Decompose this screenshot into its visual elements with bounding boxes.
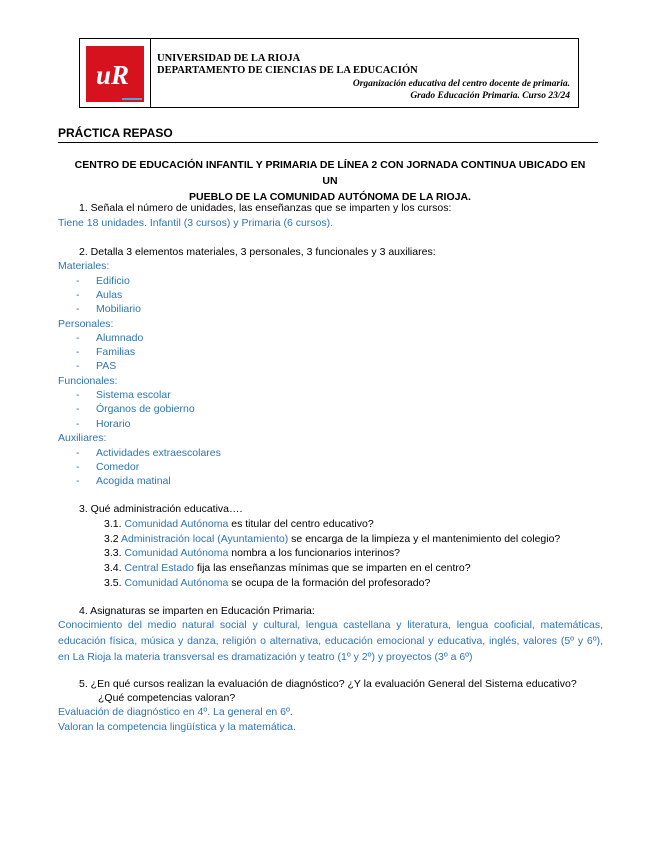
- list-item: - Aulas: [76, 289, 123, 301]
- header-box: [79, 38, 579, 108]
- list-item: - Órganos de gobierno: [76, 403, 195, 415]
- q2-question: 2. Detalla 3 elementos materiales, 3 personales, 3 funcionales y 3 auxiliares:: [79, 246, 436, 258]
- centro-heading: [70, 157, 590, 205]
- centro-line-2: PUEBLO DE LA COMUNIDAD AUTÓNOMA DE LA RIOJA.: [189, 191, 471, 203]
- q5-question-line-1: 5. ¿En qué cursos realizan la evaluación de diagnóstico? ¿Y la evaluación General del Sistema educativo?: [79, 678, 577, 690]
- list-item: - Mobiliario: [76, 303, 141, 315]
- page-title: PRÁCTICA REPASO: [58, 126, 173, 140]
- q5-question-line-2: ¿Qué competencias valoran?: [98, 692, 236, 704]
- logo-mark: uR: [96, 60, 130, 90]
- header-divider: [150, 39, 151, 107]
- q4-answer: Conocimiento del medio natural social y cultural, lengua castellana y literatura, lengua cooficial, matemáticas, educación física, música y danza, religión o alternativa, educación emocional y educativa, inglés, valores (5º y 6º), en La Rioja la materia transversal es dramatización y teatro (1º y 2º) y proyectos (3º a 6º): [58, 619, 603, 663]
- centro-line-1: CENTRO DE EDUCACIÓN INFANTIL Y PRIMARIA DE LÍNEA 2 CON JORNADA CONTINUA UBICADO EN UN: [74, 159, 586, 187]
- department-name: DEPARTAMENTO DE CIENCIAS DE LA EDUCACIÓN: [157, 65, 418, 76]
- list-item: - Sistema escolar: [76, 389, 171, 401]
- q3-row: 3.1. Comunidad Autónoma es titular del centro educativo?: [104, 518, 374, 530]
- university-logo: [86, 46, 144, 102]
- q5-answer-2: Valoran la competencia lingüística y la matemática.: [58, 721, 296, 733]
- course-name: Grado Educación Primaria. Curso 23/24: [410, 91, 570, 101]
- list-item: - Comedor: [76, 461, 140, 473]
- group-label-auxiliares: Auxiliares:: [58, 432, 107, 444]
- q3-row: 3.3. Comunidad Autónoma nombra a los funcionarios interinos?: [104, 547, 400, 559]
- subject-name: Organización educativa del centro docente de primaria.: [352, 79, 570, 89]
- q3-row: 3.4. Central Estado fija las enseñanzas mínimas que se imparten en el centro?: [104, 562, 471, 574]
- group-label-materiales: Materiales:: [58, 260, 110, 272]
- list-item: - Horario: [76, 418, 131, 430]
- q3-row: 3.5. Comunidad Autónoma se ocupa de la formación del profesorado?: [104, 577, 431, 589]
- q1-question: 1. Señala el número de unidades, las enseñanzas que se imparten y los cursos:: [79, 202, 452, 214]
- q5-answer-1: Evaluación de diagnóstico en 4º. La general en 6º.: [58, 706, 293, 718]
- university-name: UNIVERSIDAD DE LA RIOJA: [157, 53, 301, 64]
- q3-question: 3. Qué administración educativa….: [79, 503, 243, 515]
- list-item: - PAS: [76, 360, 117, 372]
- group-label-funcionales: Funcionales:: [58, 375, 118, 387]
- q3-row: 3.2 Administración local (Ayuntamiento) se encarga de la limpieza y el mantenimiento del colegio?: [104, 533, 561, 545]
- q1-answer: Tiene 18 unidades. Infantil (3 cursos) y Primaria (6 cursos).: [58, 217, 334, 229]
- title-rule: [58, 142, 598, 143]
- list-item: - Edificio: [76, 275, 130, 287]
- list-item: - Alumnado: [76, 332, 144, 344]
- list-item: - Actividades extraescolares: [76, 447, 221, 459]
- list-item: - Familias: [76, 346, 136, 358]
- logo-waves-icon: [122, 94, 142, 100]
- group-label-personales: Personales:: [58, 318, 114, 330]
- q4-question: 4. Asignaturas se imparten en Educación Primaria:: [79, 605, 315, 617]
- list-item: - Acogida matinal: [76, 475, 171, 487]
